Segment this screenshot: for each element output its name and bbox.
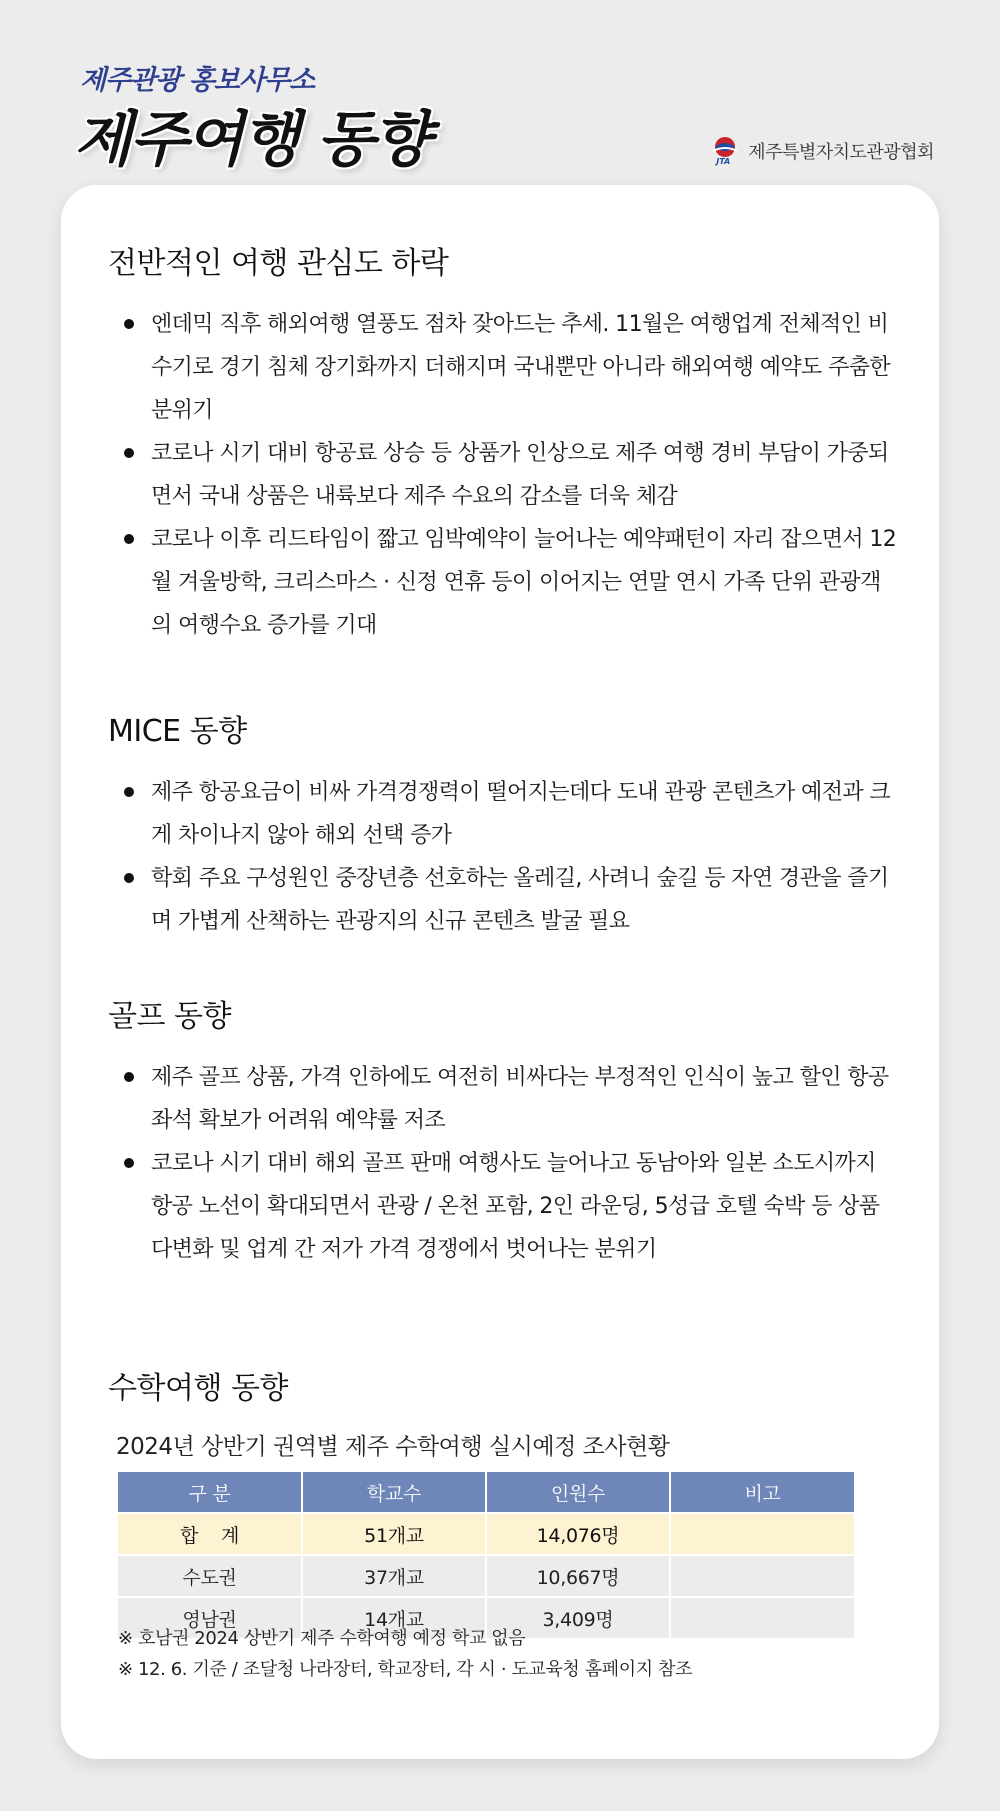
table-caption: 2024년 상반기 권역별 제주 수학여행 실시예정 조사현황 bbox=[116, 1434, 670, 1460]
section-heading: 전반적인 여행 관심도 하락 bbox=[108, 246, 449, 281]
column-header: 비고 bbox=[670, 1472, 854, 1513]
table-row-total bbox=[118, 1513, 854, 1555]
organization bbox=[710, 136, 934, 166]
bullet-item: 학회 주요 구성원인 중장년층 선호하는 올레길, 사려니 숲길 등 자연 경관을 즐기며 가볍게 산책하는 관광지의 신규 콘텐츠 발굴 필요 bbox=[108, 857, 898, 943]
table-cell bbox=[670, 1513, 854, 1555]
table-cell: 수도권 bbox=[118, 1555, 302, 1597]
bullet-item: 제주 항공요금이 비싸 가격경쟁력이 떨어지는데다 도내 관광 콘텐츠가 예전과 크게 차이나지 않아 해외 선택 증가 bbox=[108, 771, 898, 857]
bullet-item: 코로나 시기 대비 해외 골프 판매 여행사도 늘어나고 동남아와 일본 소도시까지 항공 노선이 확대되면서 관광 / 온천 포함, 2인 라운딩, 5성급 호텔 숙박 등 상품 다변화 및 업계 간 저가 가격 경쟁에서 벗어나는 분위기 bbox=[108, 1142, 898, 1271]
page-subtitle: 제주관광 홍보사무소 bbox=[80, 65, 315, 96]
note-line: ※ 12. 6. 기준 / 조달청 나라장터, 학교장터, 각 시 · 도교육청 홈페이지 참조 bbox=[118, 1659, 692, 1680]
note-line: ※ 호남권 2024 상반기 제주 수학여행 예정 학교 없음 bbox=[118, 1628, 526, 1649]
column-header: 인원수 bbox=[486, 1472, 670, 1513]
table-cell: 3,409명 bbox=[486, 1597, 670, 1638]
table-cell: 14개교 bbox=[302, 1597, 486, 1638]
table-cell: 영남권 bbox=[118, 1597, 302, 1638]
table-cell: 14,076명 bbox=[486, 1513, 670, 1555]
school-trip-table bbox=[118, 1472, 854, 1638]
bullet-item: 엔데믹 직후 해외여행 열풍도 점차 잦아드는 추세. 11월은 여행업계 전체적인 비수기로 경기 침체 장기화까지 더해지며 국내뿐만 아니라 해외여행 예약도 주춤한 분위기 bbox=[108, 303, 898, 432]
page-title: 제주여행 동향 bbox=[74, 105, 429, 175]
table-cell: 합 계 bbox=[118, 1513, 302, 1555]
jta-logo-icon bbox=[710, 136, 740, 166]
column-header: 구 분 bbox=[118, 1472, 302, 1513]
bullet-item: 제주 골프 상품, 가격 인하에도 여전히 비싸다는 부정적인 인식이 높고 할인 항공 좌석 확보가 어려워 예약률 저조 bbox=[108, 1056, 898, 1142]
section-golf bbox=[108, 991, 898, 1271]
bullet-list bbox=[108, 303, 898, 647]
section-overall bbox=[108, 238, 898, 647]
table-cell bbox=[670, 1597, 854, 1638]
organization-name: 제주특별자치도관광협회 bbox=[748, 142, 934, 163]
bullet-list bbox=[108, 771, 898, 943]
section-school-trip bbox=[108, 1363, 898, 1407]
header bbox=[0, 0, 1000, 185]
section-mice bbox=[108, 706, 898, 943]
table-header-row bbox=[118, 1472, 854, 1513]
table-notes bbox=[118, 1623, 692, 1685]
section-heading: 골프 동향 bbox=[108, 999, 231, 1034]
content-card bbox=[61, 185, 939, 1759]
table-cell: 10,667명 bbox=[486, 1555, 670, 1597]
table-cell: 37개교 bbox=[302, 1555, 486, 1597]
jta-logo-text: JTA bbox=[716, 157, 731, 166]
bullet-list bbox=[108, 1056, 898, 1271]
section-heading: MICE 동향 bbox=[108, 714, 247, 749]
table-cell bbox=[670, 1555, 854, 1597]
column-header: 학교수 bbox=[302, 1472, 486, 1513]
bullet-item: 코로나 시기 대비 항공료 상승 등 상품가 인상으로 제주 여행 경비 부담이 가중되면서 국내 상품은 내륙보다 제주 수요의 감소를 더욱 체감 bbox=[108, 432, 898, 518]
section-heading: 수학여행 동향 bbox=[108, 1371, 288, 1406]
table-cell: 51개교 bbox=[302, 1513, 486, 1555]
table-row bbox=[118, 1555, 854, 1597]
bullet-item: 코로나 이후 리드타임이 짧고 임박예약이 늘어나는 예약패턴이 자리 잡으면서 12월 겨울방학, 크리스마스 · 신정 연휴 등이 이어지는 연말 연시 가족 단위 관광객의 여행수요 증가를 기대 bbox=[108, 518, 898, 647]
